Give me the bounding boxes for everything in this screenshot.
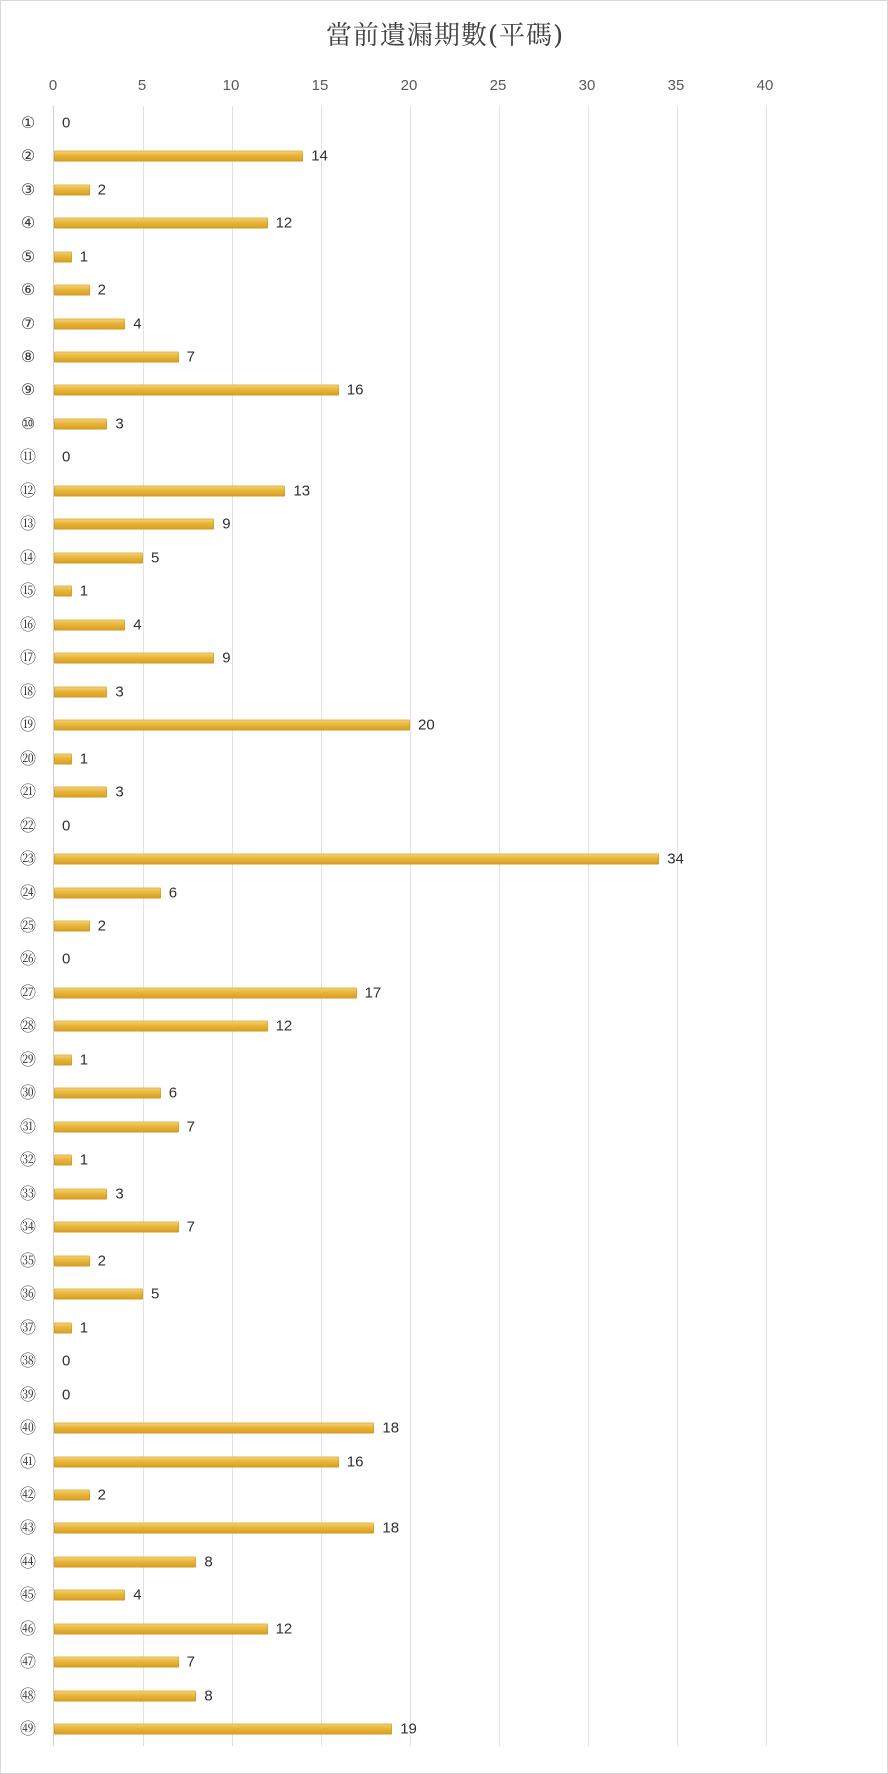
bar	[54, 1623, 268, 1634]
category-label: ㉔	[19, 882, 36, 902]
chart-row	[19, 909, 766, 942]
chart-row	[20, 139, 766, 172]
chart-row	[19, 809, 766, 842]
chart-row	[19, 1612, 766, 1645]
x-axis-tick: 15	[311, 77, 329, 94]
category-label: ㊼	[19, 1652, 36, 1672]
bar-value-label: 3	[115, 415, 124, 433]
chart-row	[19, 1110, 766, 1143]
bar	[54, 1155, 72, 1166]
chart-row	[19, 1010, 766, 1043]
chart-row	[19, 1512, 766, 1545]
category-label: ㊳	[19, 1351, 36, 1371]
chart-row	[19, 1445, 766, 1478]
bar	[54, 1690, 196, 1701]
bar-value-label: 0	[62, 1352, 71, 1370]
category-label: ㉖	[19, 949, 36, 969]
chart-row	[19, 775, 766, 808]
chart-row	[20, 240, 766, 273]
category-label: ⑤	[20, 246, 36, 266]
bar	[54, 485, 285, 496]
bar-value-label: 0	[62, 950, 71, 968]
category-label: ②	[20, 146, 36, 166]
category-label: ㊾	[19, 1719, 36, 1739]
bar	[54, 1054, 72, 1065]
x-axis-tick: 20	[400, 77, 418, 94]
chart-row	[19, 1679, 766, 1712]
x-axis-tick: 40	[756, 77, 774, 94]
bar	[54, 1322, 72, 1333]
bar-value-label: 2	[97, 181, 106, 199]
category-label: ⑲	[19, 715, 36, 735]
chart-row	[19, 575, 766, 608]
bar	[54, 1724, 392, 1735]
chart-row	[19, 508, 766, 541]
bar-value-label: 14	[311, 147, 328, 165]
category-label: ⑫	[19, 480, 36, 500]
bar-value-label: 7	[186, 1653, 195, 1671]
bar-value-label: 2	[97, 917, 106, 935]
category-label: ⑥	[20, 280, 36, 300]
chart-row	[19, 1545, 766, 1578]
chart-row	[20, 273, 766, 306]
category-label: ㊽	[19, 1685, 36, 1705]
chart-row	[19, 1411, 766, 1444]
bar	[54, 352, 179, 363]
x-axis-tick: 30	[578, 77, 596, 94]
bar	[54, 1423, 374, 1434]
bar	[54, 285, 90, 296]
category-label: ㊶	[19, 1451, 36, 1471]
bar	[54, 653, 214, 664]
category-label: ㉗	[19, 982, 36, 1002]
bar-value-label: 18	[382, 1419, 400, 1437]
chart-row	[19, 675, 766, 708]
category-label: ㉚	[19, 1083, 36, 1103]
category-label: ㉓	[19, 849, 36, 869]
bar-value-label: 7	[186, 1218, 195, 1236]
bar	[54, 854, 659, 865]
bar-value-label: 1	[79, 582, 89, 600]
bar-value-label: 1	[79, 1319, 89, 1337]
bar-value-label: 0	[62, 448, 71, 466]
bar	[54, 1188, 107, 1199]
bar-value-label: 19	[400, 1720, 417, 1738]
category-label: ㉙	[19, 1049, 36, 1069]
bar-value-label: 9	[222, 515, 231, 533]
chart-row	[19, 1077, 766, 1110]
bar	[54, 1657, 179, 1668]
chart-row	[19, 1579, 766, 1612]
chart-row	[20, 106, 766, 139]
bar-value-label: 34	[667, 850, 684, 868]
chart-row	[19, 1344, 766, 1377]
category-label: ㊴	[19, 1384, 36, 1404]
bar	[54, 1255, 90, 1266]
bar	[54, 1289, 143, 1300]
bar	[54, 1088, 161, 1099]
bar-value-label: 5	[151, 549, 160, 567]
bar	[54, 318, 125, 329]
category-label: ㊷	[19, 1484, 36, 1504]
bar-value-label: 7	[186, 348, 195, 366]
bar	[54, 1590, 125, 1601]
bar-value-label: 12	[275, 1017, 293, 1035]
category-label: ⑮	[19, 581, 36, 601]
chart-row	[19, 1277, 766, 1310]
category-label: ⑦	[20, 313, 36, 333]
bar	[54, 418, 107, 429]
chart-row	[19, 608, 766, 641]
bar	[54, 787, 107, 798]
chart-row	[19, 474, 766, 507]
chart-row	[19, 976, 766, 1009]
category-label: ⑯	[19, 614, 36, 634]
chart-row	[20, 407, 766, 440]
bar	[54, 619, 125, 630]
chart-row	[19, 1378, 766, 1411]
bar	[54, 887, 161, 898]
bar	[54, 1489, 90, 1500]
category-label: ⑭	[19, 547, 36, 567]
bar-value-label: 13	[293, 482, 311, 500]
category-label: ㊵	[19, 1418, 36, 1438]
bar-value-label: 2	[97, 1252, 106, 1270]
category-label: ⑰	[19, 648, 36, 668]
bar-value-label: 16	[346, 1453, 364, 1470]
category-label: ③	[20, 179, 36, 199]
plot-area	[19, 106, 765, 1746]
bar-value-label: 8	[204, 1687, 213, 1705]
bar-value-label: 0	[62, 114, 71, 132]
x-axis-tick: 35	[667, 77, 685, 94]
x-axis-tick: 0	[48, 77, 58, 94]
category-label: ㊲	[19, 1317, 36, 1337]
chart-row	[19, 1210, 766, 1243]
category-label: ④	[20, 213, 36, 233]
chart-row	[19, 642, 766, 675]
category-label: ⑧	[20, 347, 36, 367]
category-label: ⑱	[19, 681, 36, 701]
bar	[54, 1523, 374, 1534]
category-label: ⑪	[19, 447, 36, 467]
bar-value-label: 4	[133, 315, 142, 333]
bar-value-label: 0	[62, 1386, 71, 1404]
category-label: ㉟	[19, 1250, 36, 1270]
category-label: ⑩	[20, 413, 36, 433]
bar-value-label: 7	[186, 1118, 195, 1136]
bar-value-label: 3	[115, 1185, 124, 1203]
bar	[54, 753, 72, 764]
chart-row	[19, 1311, 766, 1344]
category-label: ㉑	[19, 782, 36, 802]
bar-value-label: 1	[79, 750, 89, 768]
bar-value-label: 1	[79, 1051, 89, 1069]
bar	[54, 686, 107, 697]
chart-row	[20, 340, 766, 373]
category-label: ㊻	[19, 1618, 36, 1638]
chart-row	[20, 173, 766, 206]
bar-value-label: 2	[97, 281, 106, 299]
category-label: ㊸	[19, 1518, 36, 1538]
bar	[54, 1222, 179, 1233]
category-label: ⑬	[19, 514, 36, 534]
chart-row	[19, 1713, 766, 1746]
bar-value-label: 16	[346, 381, 364, 399]
bar-value-label: 4	[133, 616, 142, 634]
chart-row	[20, 206, 766, 239]
bar-value-label: 1	[79, 248, 89, 266]
bar-value-label: 2	[97, 1486, 106, 1504]
bar	[54, 1556, 196, 1567]
bar-value-label: 20	[418, 716, 435, 734]
bar-value-label: 3	[115, 683, 124, 701]
category-label: ㉘	[19, 1016, 36, 1036]
bar	[54, 519, 214, 530]
bar	[54, 920, 90, 931]
chart-row	[20, 307, 766, 340]
bar-value-label: 18	[382, 1519, 400, 1537]
bar	[54, 1456, 339, 1467]
chart-row	[19, 1144, 766, 1177]
chart-row	[19, 1478, 766, 1511]
chart-row	[19, 541, 766, 574]
category-label: ⑳	[19, 748, 36, 768]
chart-row	[20, 374, 766, 407]
category-label: ㉝	[19, 1183, 36, 1203]
chart-row	[19, 441, 766, 474]
category-label: ㉛	[19, 1116, 36, 1136]
page-title: 當前遺漏期數(平碼)	[325, 21, 565, 51]
bar-value-label: 4	[133, 1586, 142, 1604]
chart-row	[19, 708, 766, 741]
chart-row	[19, 876, 766, 909]
category-label: ⑨	[20, 380, 36, 400]
bar	[54, 552, 143, 563]
x-axis-tick-labels	[1, 77, 888, 99]
category-label: ㉕	[19, 915, 36, 935]
bar	[54, 251, 72, 262]
chart-row	[19, 742, 766, 775]
bar	[54, 1121, 179, 1132]
bar-value-label: 3	[115, 783, 124, 801]
bar	[54, 151, 303, 162]
x-axis-tick: 10	[222, 77, 240, 94]
bar	[54, 720, 410, 731]
bar-value-label: 1	[79, 1151, 89, 1169]
bar	[54, 586, 72, 597]
category-label: ㉒	[19, 815, 36, 835]
bar-value-label: 9	[222, 649, 231, 667]
bar	[54, 1021, 268, 1032]
chart-row	[19, 1646, 766, 1679]
chart-row	[19, 842, 766, 875]
category-label: ㊺	[19, 1585, 36, 1605]
bar-value-label: 6	[168, 1084, 178, 1102]
chart-row	[19, 943, 766, 976]
chart-row	[19, 1244, 766, 1277]
bar-value-label: 6	[168, 884, 178, 902]
category-label: ①	[20, 112, 36, 132]
bar	[54, 218, 268, 229]
bar	[54, 184, 90, 195]
chart-row	[19, 1177, 766, 1210]
bar-value-label: 12	[275, 1620, 293, 1638]
bar-value-label: 17	[364, 984, 382, 1002]
category-label: ㊹	[19, 1551, 36, 1571]
bar-value-label: 8	[204, 1553, 213, 1571]
chart-row	[19, 1043, 766, 1076]
category-label: ㊱	[19, 1284, 36, 1304]
category-label: ㉞	[19, 1217, 36, 1237]
bar-value-label: 5	[151, 1285, 160, 1303]
bar	[54, 987, 357, 998]
category-label: ㉜	[19, 1150, 36, 1170]
gridline	[766, 106, 767, 1746]
bar-value-label: 12	[275, 214, 293, 232]
bar	[54, 385, 339, 396]
x-axis-tick: 5	[137, 77, 147, 94]
bar-value-label: 0	[62, 817, 71, 835]
x-axis-tick: 25	[489, 77, 507, 94]
